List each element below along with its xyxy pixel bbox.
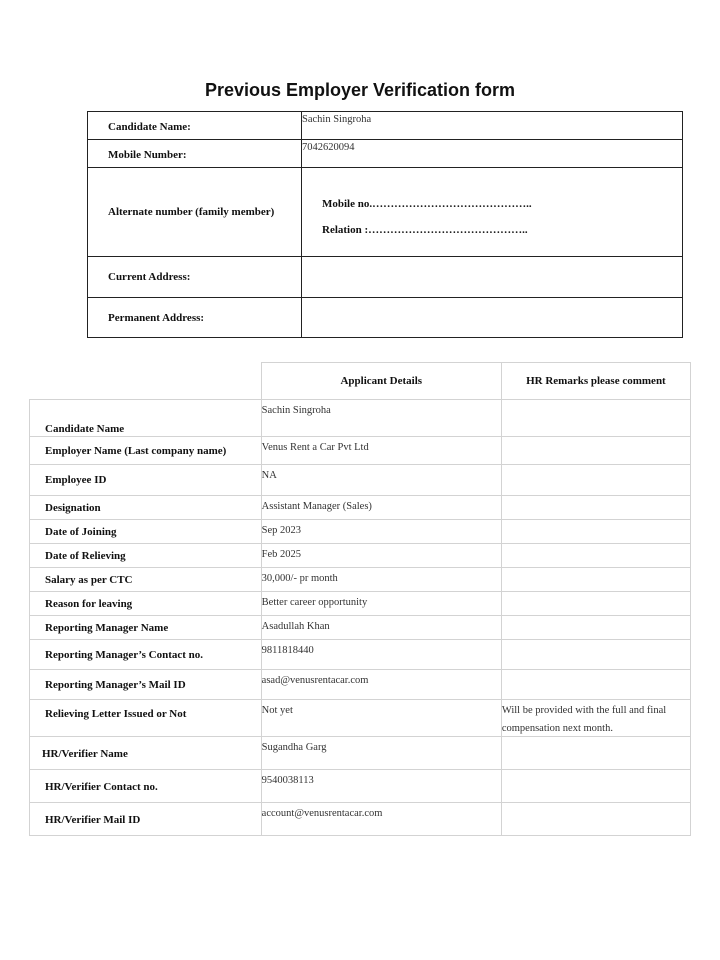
applicant-value-cell[interactable]: [261, 640, 501, 670]
table-row: [30, 770, 691, 803]
row-label-cell: [30, 568, 262, 592]
table-row: [30, 544, 691, 568]
hr-remark-cell[interactable]: [501, 520, 690, 544]
applicant-value: Assistant Manager (Sales): [261, 501, 372, 512]
alternate-value-cell[interactable]: [302, 168, 683, 257]
applicant-value-cell[interactable]: [261, 770, 501, 803]
permanent-address-value: [302, 298, 682, 300]
current-address-row: [88, 257, 683, 298]
row-label: HR/Verifier Mail ID: [45, 814, 141, 826]
table-row: [30, 592, 691, 616]
row-label: Relieving Letter Issued or Not: [45, 708, 187, 720]
applicant-value-cell[interactable]: [261, 616, 501, 640]
row-label-cell: [30, 544, 262, 568]
verification-header-row: [30, 363, 691, 400]
applicant-value-cell[interactable]: [261, 437, 501, 465]
applicant-value-cell[interactable]: [261, 568, 501, 592]
hr-remark-cell[interactable]: [501, 670, 690, 700]
applicant-value: asad@venusrentacar.com: [261, 675, 369, 686]
applicant-value: 9540038113: [261, 775, 314, 786]
mobile-label-cell: [88, 140, 302, 168]
table-row: [30, 568, 691, 592]
applicant-value: NA: [261, 470, 277, 481]
hr-remark-cell[interactable]: [501, 640, 690, 670]
applicant-value: Venus Rent a Car Pvt Ltd: [261, 442, 369, 453]
applicant-value-cell[interactable]: [261, 496, 501, 520]
row-label-cell: [30, 700, 262, 737]
applicant-value: account@venusrentacar.com: [261, 808, 383, 819]
mobile-label: Mobile Number:: [108, 149, 187, 161]
table-row: [30, 496, 691, 520]
applicant-value-cell[interactable]: [261, 400, 501, 437]
table-row: [30, 616, 691, 640]
applicant-value-cell[interactable]: [261, 737, 501, 770]
hr-remark-cell[interactable]: [501, 700, 690, 737]
hr-remark-cell[interactable]: [501, 465, 690, 496]
row-label: Reason for leaving: [45, 598, 133, 610]
row-label: HR/Verifier Name: [42, 748, 128, 760]
applicant-value: Not yet: [261, 705, 293, 716]
row-label-cell: [30, 616, 262, 640]
applicant-value-cell[interactable]: [261, 465, 501, 496]
row-label-cell: [30, 803, 262, 836]
current-address-label: Current Address:: [108, 271, 191, 283]
hr-remark: Will be provided with the full and final compensation next month.: [501, 705, 667, 734]
alternate-label: Alternate number (family member): [108, 206, 275, 218]
hr-remark-cell[interactable]: [501, 437, 690, 465]
applicant-value: 9811818440: [261, 645, 314, 656]
table-row: [30, 737, 691, 770]
applicant-value-cell[interactable]: [261, 544, 501, 568]
row-label-cell: [30, 437, 262, 465]
candidate-name-value: Sachin Singroha: [302, 114, 372, 125]
applicant-value-cell[interactable]: [261, 700, 501, 737]
table-row: [30, 437, 691, 465]
permanent-address-label-cell: [88, 298, 302, 338]
row-label: Salary as per CTC: [45, 574, 133, 586]
candidate-info-table: [87, 111, 683, 338]
applicant-value: Asadullah Khan: [261, 621, 330, 632]
permanent-address-value-cell[interactable]: [302, 298, 683, 338]
header-empty-cell: [30, 363, 262, 400]
applicant-details-header: Applicant Details: [261, 363, 501, 400]
row-label-cell: [30, 465, 262, 496]
mobile-value: 7042620094: [302, 142, 355, 153]
table-row: [30, 670, 691, 700]
hr-remark-cell[interactable]: [501, 568, 690, 592]
applicant-value: Better career opportunity: [261, 597, 368, 608]
permanent-address-label: Permanent Address:: [108, 311, 205, 324]
candidate-name-label: Candidate Name:: [108, 121, 191, 133]
row-label-cell: [30, 670, 262, 700]
alt-relation-line: Relation :……………………………………..: [322, 224, 528, 236]
applicant-value: Sachin Singroha: [261, 405, 331, 416]
alternate-number-row: [88, 168, 683, 257]
row-label-cell: [30, 592, 262, 616]
hr-remark-cell[interactable]: [501, 592, 690, 616]
mobile-row: [88, 140, 683, 168]
row-label: Date of Joining: [45, 526, 117, 538]
row-label: Reporting Manager Name: [45, 622, 169, 634]
row-label: Reporting Manager’s Mail ID: [45, 679, 186, 691]
row-label: Designation: [45, 502, 101, 514]
hr-remark-cell[interactable]: [501, 770, 690, 803]
current-address-value-cell[interactable]: [302, 257, 683, 298]
table-row: [30, 803, 691, 836]
applicant-value: Sugandha Garg: [261, 742, 327, 753]
alternate-label-cell: [88, 168, 302, 257]
candidate-name-value-cell[interactable]: [302, 112, 683, 140]
permanent-address-row: [88, 298, 683, 338]
applicant-value: Feb 2025: [261, 549, 302, 560]
applicant-value-cell[interactable]: [261, 592, 501, 616]
hr-remark-cell[interactable]: [501, 496, 690, 520]
table-row: [30, 520, 691, 544]
row-label-cell: [30, 770, 262, 803]
form-title: Previous Employer Verification form: [204, 80, 516, 100]
row-label: HR/Verifier Contact no.: [45, 781, 158, 793]
row-label: Candidate Name: [45, 423, 125, 435]
mobile-value-cell[interactable]: [302, 140, 683, 168]
table-row: [30, 465, 691, 496]
table-row: [30, 700, 691, 737]
hr-remarks-header: HR Remarks please comment: [501, 363, 690, 400]
hr-remark-cell[interactable]: [501, 616, 690, 640]
table-row: [30, 400, 691, 437]
row-label-cell: [30, 737, 262, 770]
candidate-name-row: [88, 112, 683, 140]
current-address-value: [302, 257, 682, 259]
verification-table: [29, 362, 691, 836]
row-label-cell: [30, 640, 262, 670]
applicant-value: 30,000/- pr month: [261, 573, 338, 584]
hr-remark-cell[interactable]: [501, 803, 690, 836]
table-row: [30, 640, 691, 670]
row-label: Employer Name (Last company name): [45, 445, 227, 457]
applicant-value-cell[interactable]: [261, 670, 501, 700]
applicant-value-cell[interactable]: [261, 803, 501, 836]
applicant-value-cell[interactable]: [261, 520, 501, 544]
current-address-label-cell: [88, 257, 302, 298]
row-label: Date of Relieving: [45, 550, 126, 562]
hr-remark-cell[interactable]: [501, 737, 690, 770]
candidate-name-label-cell: [88, 112, 302, 140]
row-label: Employee ID: [45, 474, 107, 486]
row-label-cell: [30, 400, 262, 437]
row-label: Reporting Manager’s Contact no.: [45, 649, 204, 661]
row-label-cell: [30, 520, 262, 544]
alt-mobile-line: Mobile no.……………………………………..: [322, 198, 532, 210]
row-label-cell: [30, 496, 262, 520]
hr-remark-cell[interactable]: [501, 544, 690, 568]
applicant-value: Sep 2023: [261, 525, 302, 536]
hr-remark-cell[interactable]: [501, 400, 690, 437]
